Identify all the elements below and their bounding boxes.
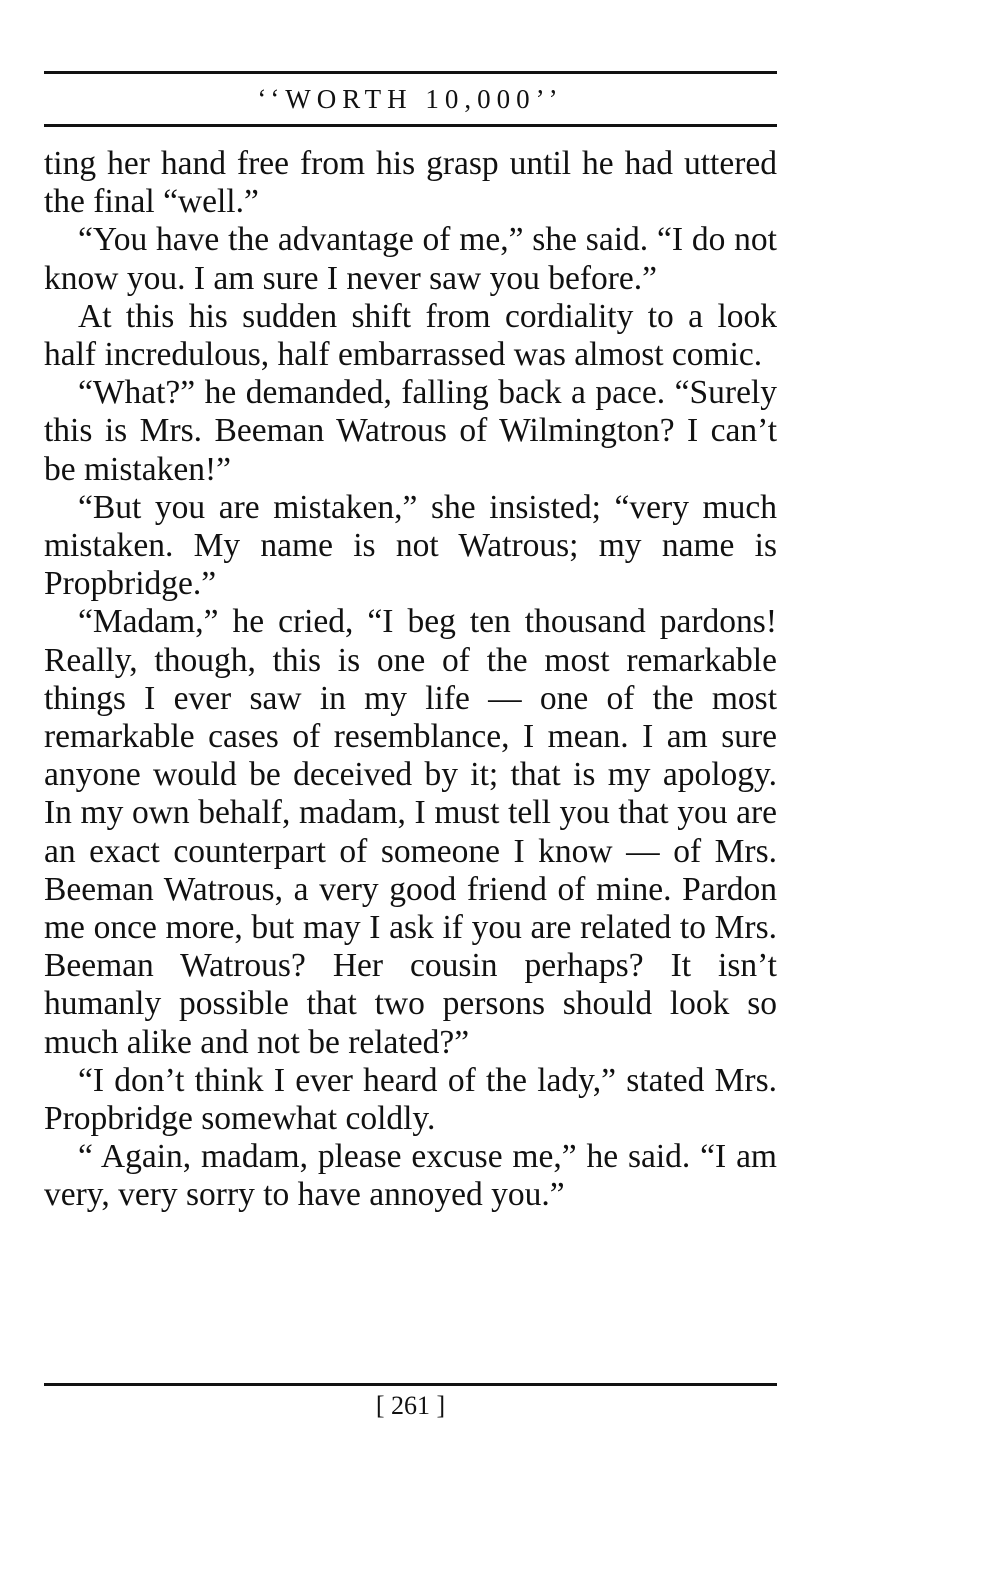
paragraph: “What?” he demanded, falling back a pace. “Surely this is Mrs. Beeman Watrous of Wilmington? I can’t be mistaken!” — [44, 374, 777, 488]
paragraph: “ Again, madam, please excuse me,” he said. “I am very, very sorry to have annoyed you.” — [44, 1138, 777, 1214]
header-rule — [44, 124, 777, 127]
paragraph: “But you are mistaken,” she insisted; “very much mistaken. My name is not Watrous; my name is Propbridge.” — [44, 488, 777, 603]
paragraph: ting her hand free from his grasp until he had uttered the final “well.” — [44, 145, 777, 221]
paragraph: “You have the advantage of me,” she said. “I do not know you. I am sure I never saw you before.” — [44, 221, 777, 297]
paragraph: At this his sudden shift from cordiality to a look half incredulous, half embarrassed was almost comic. — [44, 297, 777, 374]
body-text — [44, 145, 777, 1215]
footer-rule — [44, 1383, 777, 1386]
book-page — [44, 0, 777, 1596]
top-rule — [44, 71, 777, 74]
running-head: ‘‘WORTH 10,000’’ — [257, 84, 564, 114]
paragraph: “I don’t think I ever heard of the lady,” stated Mrs. Propbridge somewhat coldly. — [44, 1061, 777, 1138]
paragraph: “Madam,” he cried, “I beg ten thousand pardons! Really, though, this is one of the most remarkable things I ever saw in my life — one of the most remarkable cases of resemblance, I mean. I am sure anyone would be deceived by it; that is my apology. In my own behalf, madam, I must tell you that you are an exact counterpart of someone I know — of Mrs. Beeman Watrous, a very good friend of mine. Pardon me once more, but may I ask if you are related to Mrs. Beeman Watrous? Her cousin perhaps? It isn’t humanly possible that two persons should look so much alike and not be related?” — [44, 603, 777, 1061]
page-number: [ 261 ] — [375, 1391, 446, 1420]
